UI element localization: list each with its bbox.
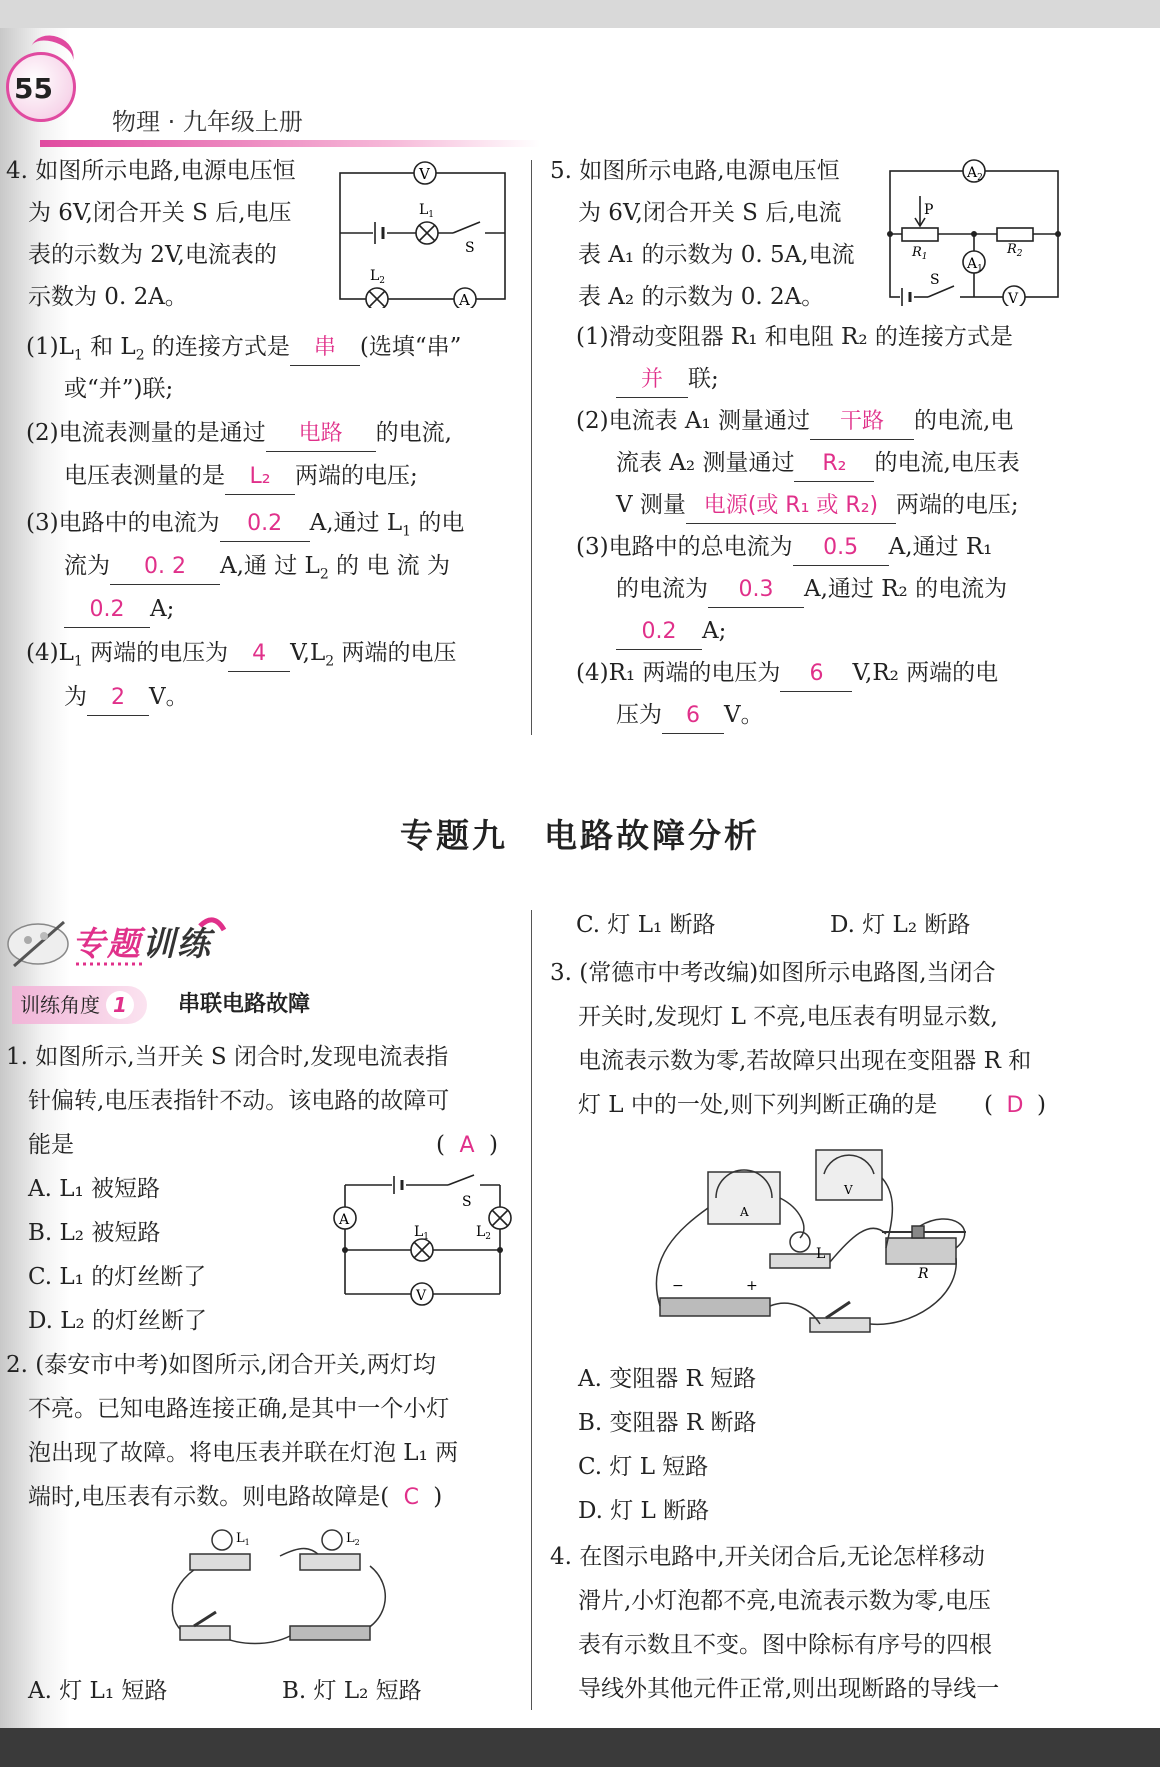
q5-text-line: 为 6V,闭合开关 S 后,电流 xyxy=(578,200,842,226)
svg-text:S: S xyxy=(930,272,940,288)
logo-text-a: 专题 xyxy=(72,924,142,963)
q5-text-line: 表 A₁ 的示数为 0. 5A,电流 xyxy=(578,242,855,268)
q5-answer-2: 干路 xyxy=(810,405,914,440)
training-logo xyxy=(72,918,212,965)
q4-part3-text: A,通 过 L xyxy=(220,553,320,579)
p3-text-line: 电流表示数为零,若故障只出现在变阻器 R 和 xyxy=(578,1048,1032,1074)
svg-text:V: V xyxy=(419,165,430,183)
q4-part1-text: 的连接方式是 xyxy=(144,334,290,360)
q4-part1-text: 和 L xyxy=(82,334,136,360)
svg-text:R2: $R_2$ xyxy=(1007,242,1023,259)
q4-part2-text: (2)电流表测量的是通过 xyxy=(26,420,266,446)
p1-option-d: D. L₂ 的灯丝断了 xyxy=(28,1308,208,1334)
p1-circuit-diagram xyxy=(330,1170,520,1310)
screen-bottom-bar xyxy=(0,1728,1160,1767)
q5-answer-1: 并 xyxy=(616,363,688,398)
q4-text-line: 为 6V,闭合开关 S 后,电压 xyxy=(28,200,292,226)
q5-part3-text: 的电流为 xyxy=(616,576,708,602)
q4-part2-text: 电压表测量的是 xyxy=(64,463,225,489)
p4-text-line: 4. 在图示电路中,开关闭合后,无论怎样移动 xyxy=(550,1544,985,1570)
p1-answer: A xyxy=(459,1133,475,1158)
p3-answer: D xyxy=(1006,1093,1024,1118)
svg-text:A: A xyxy=(459,291,470,308)
p3-text-line: 灯 L 中的一处,则下列判断正确的是 xyxy=(578,1092,938,1118)
p4-text-line: 滑片,小灯泡都不亮,电流表示数为零,电压 xyxy=(578,1588,991,1614)
p1-paren: ( xyxy=(436,1132,445,1158)
q4-part1-text: (选填“串” xyxy=(359,334,462,360)
svg-text:L1: $L_1$ xyxy=(414,1224,430,1242)
q4-part4-text: (4)L xyxy=(26,640,74,666)
q5-part2-text: (2)电流表 A₁ 测量通过 xyxy=(576,408,811,434)
p3-option-d: D. 灯 L 断路 xyxy=(578,1498,710,1524)
svg-text:S: S xyxy=(462,1194,472,1210)
svg-text:V: V xyxy=(1008,291,1019,306)
p2-option-d: D. 灯 L₂ 断路 xyxy=(830,912,971,938)
section-title: 专题九 电路故障分析 xyxy=(400,816,760,855)
p2-option-a: A. 灯 L₁ 短路 xyxy=(28,1678,168,1704)
p3-option-b: B. 变阻器 R 断路 xyxy=(578,1410,757,1436)
svg-text:R1: $R_1$ xyxy=(912,245,928,262)
training-angle-title: 串联电路故障 xyxy=(178,992,311,1017)
p2-text-line: 2. (泰安市中考)如图所示,闭合开关,两灯均 xyxy=(6,1352,436,1378)
p1-option-a: A. L₁ 被短路 xyxy=(28,1176,161,1202)
p3-paren: ( xyxy=(984,1092,993,1118)
q4-answer-8: 2 xyxy=(87,681,149,716)
q4-part3-text: A; xyxy=(150,596,175,622)
p2-text-line: 端时,电压表有示数。则电路故障是( xyxy=(28,1484,390,1510)
svg-text:L2: $L_2$ xyxy=(476,1224,492,1242)
p1-text-line: 针偏转,电压表指针不动。该电路的故障可 xyxy=(28,1088,450,1114)
q4-part4-text: V。 xyxy=(149,684,189,710)
q5-part1-text: 联; xyxy=(688,366,719,392)
q5-answer-5: 0.5 xyxy=(793,531,889,566)
q4-answer-5: 0. 2 xyxy=(110,550,220,585)
q5-part2-text: 流表 A₂ 测量通过 xyxy=(616,450,795,476)
q5-part1-text: (1)滑动变阻器 R₁ 和电阻 R₂ 的连接方式是 xyxy=(576,324,1013,350)
q5-part2-text: 两端的电压; xyxy=(895,492,1019,518)
q4-answer-6: 0.2 xyxy=(64,593,150,628)
p1-paren: ) xyxy=(488,1132,498,1158)
p2-paren: ) xyxy=(433,1484,443,1510)
q5-part2-text: V 测量 xyxy=(616,492,686,518)
q4-part3-text: 的 电 流 为 xyxy=(328,553,450,579)
q4-part2-text: 两端的电压; xyxy=(295,463,418,489)
q4-part4-text: 两端的电压为 xyxy=(82,640,229,666)
q4-part4-text: V,L xyxy=(290,640,326,666)
p4-text-line: 导线外其他元件正常,则出现断路的导线一 xyxy=(578,1676,1000,1702)
q5-part4-text: V,R₂ 两端的电 xyxy=(852,660,999,686)
q4-part3-text: 的电 xyxy=(411,510,465,536)
page-number: 55 xyxy=(14,72,53,105)
q5-part4-text: V。 xyxy=(724,702,764,728)
p1-text-line: 1. 如图所示,当开关 S 闭合时,发现电流表指 xyxy=(6,1044,449,1070)
svg-text:R: R xyxy=(918,1266,929,1282)
svg-text:A: A xyxy=(339,1212,350,1228)
q4-answer-7: 4 xyxy=(228,637,290,672)
svg-text:L1: $L_1$ xyxy=(419,202,435,220)
p3-physical-circuit xyxy=(650,1138,990,1348)
q5-part4-text: 压为 xyxy=(616,702,662,728)
p1-text-line: 能是 xyxy=(28,1132,74,1158)
q4-part4-text: 两端的电压 xyxy=(334,640,457,666)
q4-part4-text: 为 xyxy=(64,684,87,710)
q4-answer-2: 电路 xyxy=(266,417,376,452)
column-divider-top xyxy=(531,160,532,735)
q4-part3-text: A,通过 L xyxy=(309,510,403,536)
q5-answer-9: 6 xyxy=(662,699,724,734)
svg-text:L1: $L_1$ xyxy=(236,1531,250,1547)
p4-text-line: 表有示数且不变。图中除标有序号的四根 xyxy=(578,1632,992,1658)
q5-circuit-diagram xyxy=(882,156,1062,306)
svg-text:V: V xyxy=(844,1183,853,1197)
svg-text:A2: $A_2$ xyxy=(967,165,983,183)
svg-text:A: A xyxy=(740,1205,749,1219)
svg-text:P: P xyxy=(924,202,934,218)
svg-text:L2: $L_2$ xyxy=(346,1531,360,1547)
p1-option-b: B. L₂ 被短路 xyxy=(28,1220,161,1246)
q4-text-line: 示数为 0. 2A。 xyxy=(28,284,188,310)
q5-answer-4: 电源(或 R₁ 或 R₂) xyxy=(686,489,896,524)
p3-option-a: A. 变阻器 R 短路 xyxy=(578,1366,757,1392)
p2-text-line: 泡出现了故障。将电压表并联在灯泡 L₁ 两 xyxy=(28,1440,459,1466)
header-rule xyxy=(40,140,540,147)
page-header xyxy=(0,30,560,150)
svg-text:−: − xyxy=(672,1278,684,1294)
svg-text:A1: $A_1$ xyxy=(967,256,983,274)
logo-text-b: 训练 xyxy=(142,924,212,963)
svg-text:L: L xyxy=(816,1246,826,1262)
q4-answer-3: L₂ xyxy=(225,460,295,495)
p2-option-b: B. 灯 L₂ 短路 xyxy=(282,1678,422,1704)
p3-paren: ) xyxy=(1036,1092,1046,1118)
badge-label: 训练角度 xyxy=(20,993,100,1017)
svg-text:L2: $L_2$ xyxy=(370,268,386,286)
q4-text-line: 表的示数为 2V,电流表的 xyxy=(28,242,277,268)
q4-part1-text: (1)L xyxy=(26,334,74,360)
q5-text-line: 5. 如图所示电路,电源电压恒 xyxy=(550,158,840,184)
q4-part2-text: 的电流, xyxy=(375,420,452,446)
q5-part2-text: 的电流,电压表 xyxy=(874,450,1020,476)
q4-part3-text: 流为 xyxy=(64,553,110,579)
p1-option-c: C. L₁ 的灯丝断了 xyxy=(28,1264,207,1290)
q4-text-line: 4. 如图所示电路,电源电压恒 xyxy=(6,158,296,184)
q5-answer-3: R₂ xyxy=(794,447,874,482)
p2-answer: C xyxy=(403,1485,419,1510)
p2-option-c: C. 灯 L₁ 断路 xyxy=(576,912,716,938)
svg-text:+: + xyxy=(746,1278,758,1294)
q4-answer-1: 串 xyxy=(290,331,360,366)
p2-text-line: 不亮。已知电路连接正确,是其中一个小灯 xyxy=(28,1396,450,1422)
column-divider-bottom xyxy=(531,910,532,1710)
p3-option-c: C. 灯 L 短路 xyxy=(578,1454,709,1480)
p3-text-line: 开关时,发现灯 L 不亮,电压表有明显示数, xyxy=(578,1004,998,1030)
p2-physical-circuit xyxy=(160,1526,390,1656)
book-title: 物理 · 九年级上册 xyxy=(112,108,303,136)
training-angle-badge xyxy=(12,986,147,1024)
q4-circuit-diagram xyxy=(335,158,515,308)
q5-part4-text: (4)R₁ 两端的电压为 xyxy=(576,660,781,686)
q5-part3-text: A; xyxy=(702,618,727,644)
q5-part3-text: (3)电路中的总电流为 xyxy=(576,534,793,560)
q4-answer-4: 0.2 xyxy=(220,507,310,542)
q5-text-line: 表 A₂ 的示数为 0. 2A。 xyxy=(578,284,825,310)
q5-part3-text: A,通过 R₂ 的电流为 xyxy=(804,576,1008,602)
q4-part3-text: (3)电路中的电流为 xyxy=(26,510,220,536)
p3-text-line: 3. (常德市中考改编)如图所示电路图,当闭合 xyxy=(550,960,996,986)
svg-text:S: S xyxy=(465,240,475,256)
badge-number: 1 xyxy=(106,991,134,1019)
q5-answer-6: 0.3 xyxy=(708,573,804,608)
q5-part2-text: 的电流,电 xyxy=(914,408,1014,434)
q5-answer-7: 0.2 xyxy=(616,615,702,650)
svg-text:V: V xyxy=(416,1288,427,1304)
q4-part1-text: 或“并”)联; xyxy=(64,376,174,402)
q5-part3-text: A,通过 R₁ xyxy=(888,534,993,560)
q5-answer-8: 6 xyxy=(780,657,852,692)
